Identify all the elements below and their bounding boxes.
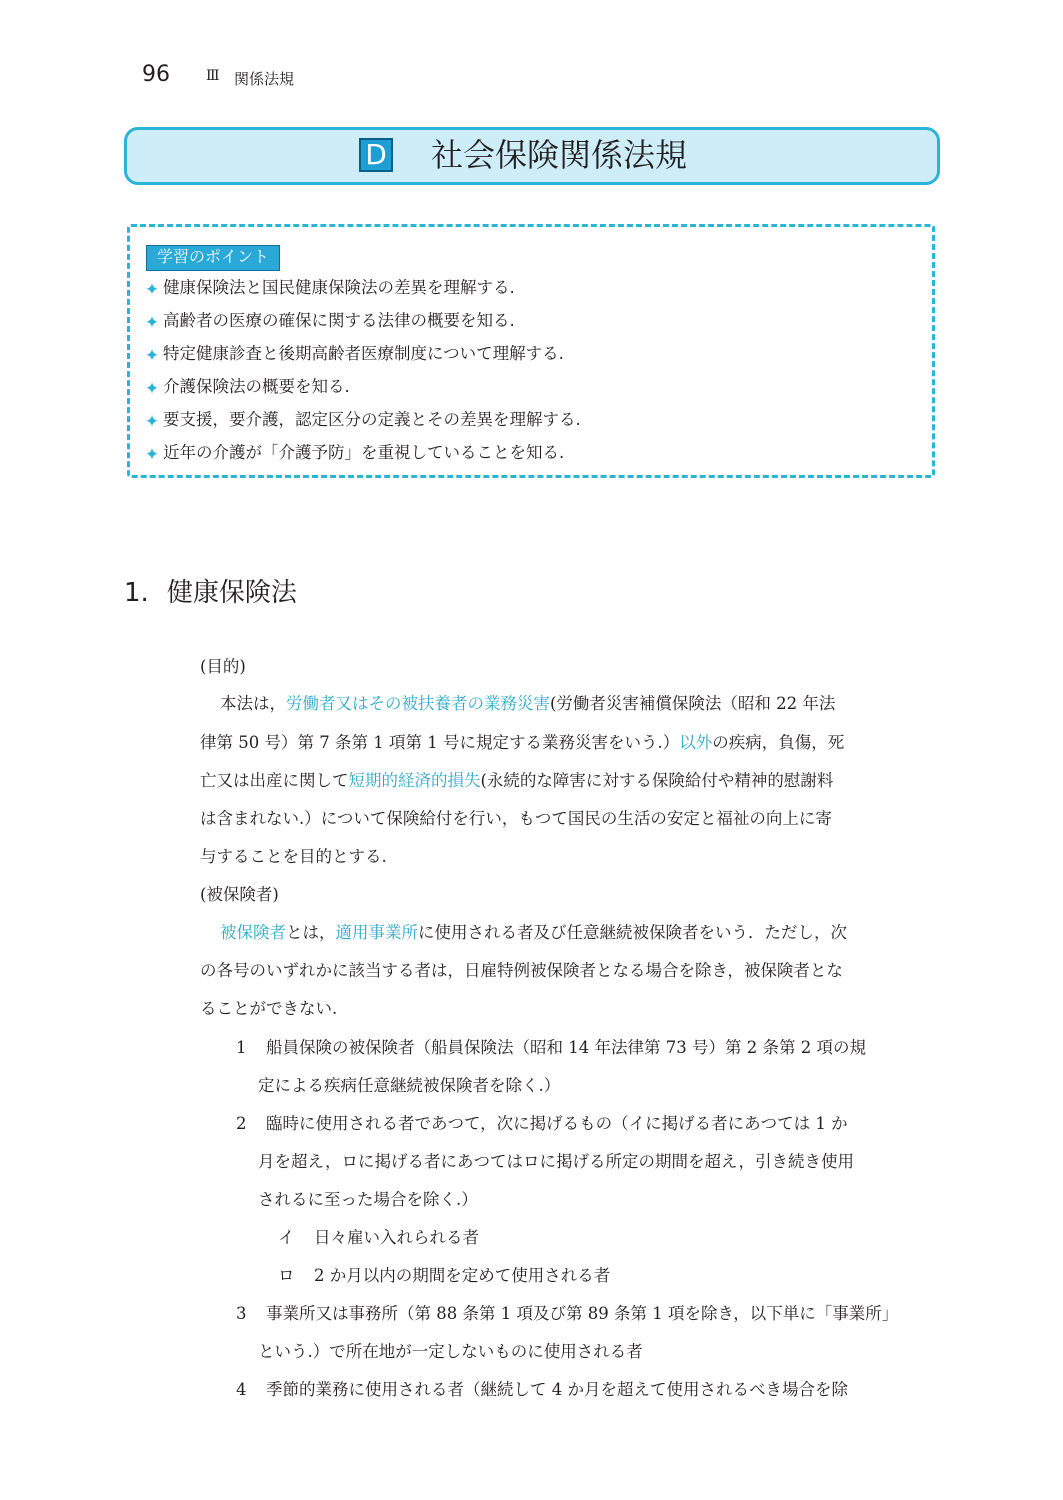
sub-item-text: 2 か月以内の期間を定めて使用される者	[314, 1266, 611, 1285]
insured-line: 被保険者とは，適用事業所に使用される者及び任意継続被保険者をいう．ただし，次	[220, 923, 847, 942]
purpose-line: 本法は，労働者又はその被扶養者の業務災害(労働者災害補償保険法（昭和 22 年法	[220, 694, 836, 713]
learning-point: ✦ 健康保険法と国民健康保険法の差異を理解する.	[144, 278, 515, 300]
learning-point: ✦ 介護保険法の概要を知る.	[144, 377, 350, 399]
learning-points-box	[127, 224, 935, 478]
key-term: 短期的経済的損失	[348, 771, 481, 790]
sub-item-marker: イ	[278, 1228, 295, 1247]
chapter-title: 関係法規	[234, 70, 295, 88]
list-item-text: 臨時に使用される者であつて，次に掲げるもの（イに掲げる者にあつては 1 か	[266, 1114, 848, 1133]
chapter-number: Ⅲ	[206, 68, 220, 84]
list-item-number: 1	[236, 1038, 247, 1057]
list-item-text: 船員保険の被保険者（船員保険法（昭和 14 年法律第 73 号）第 2 条第 2 項の規	[266, 1038, 866, 1057]
purpose-line: 亡又は出産に関して短期的経済的損失(永続的な障害に対する保険給付や精神的慰謝料	[200, 771, 834, 790]
insured-line: の各号のいずれかに該当する者は，日雇特例被保険者となる場合を除き，被保険者とな	[200, 961, 843, 980]
key-term: 被保険者	[220, 923, 286, 942]
sub-item-text: 日々雇い入れられる者	[314, 1228, 479, 1247]
purpose-line: は含まれない.）について保険給付を行い，もつて国民の生活の安定と福祉の向上に寄	[200, 809, 832, 828]
list-item-text: 月を超え，ロに掲げる者にあつてはロに掲げる所定の期間を超え，引き続き使用	[258, 1152, 854, 1171]
purpose-heading: (目的)	[200, 657, 246, 676]
purpose-line: 律第 50 号）第 7 条第 1 項第 1 号に規定する業務災害をいう.）以外の疾病，負傷，死	[200, 733, 845, 752]
key-term: 適用事業所	[335, 923, 418, 942]
list-item-number: 2	[236, 1114, 247, 1133]
list-item-text: 季節的業務に使用される者（継続して 4 か月を超えて使用されるべき場合を除	[266, 1380, 848, 1399]
key-term: 労働者又はその被扶養者の業務災害	[286, 694, 550, 713]
diamond-bullet-icon: ✦	[144, 412, 160, 432]
section-letter-badge: D	[359, 138, 393, 172]
section-heading-text: 健康保険法	[166, 578, 297, 608]
section-banner	[124, 127, 940, 185]
learning-points-list	[144, 271, 581, 469]
diamond-bullet-icon: ✦	[144, 445, 160, 465]
learning-point: ✦ 特定健康診査と後期高齢者医療制度について理解する.	[144, 344, 564, 366]
diamond-bullet-icon: ✦	[144, 280, 160, 300]
key-term: 以外	[679, 733, 713, 752]
diamond-bullet-icon: ✦	[144, 346, 160, 366]
learning-point: ✦ 要支援，要介護，認定区分の定義とその差異を理解する.	[144, 410, 581, 432]
learning-points-label: 学習のポイント	[146, 245, 280, 271]
list-item-text: されるに至った場合を除く.）	[258, 1190, 478, 1209]
diamond-bullet-icon: ✦	[144, 379, 160, 399]
section-heading	[124, 572, 297, 609]
insured-heading: (被保険者)	[200, 885, 279, 904]
list-item-text: という.）で所在地が一定しないものに使用される者	[258, 1342, 643, 1361]
section-title: 社会保険関係法規	[431, 136, 688, 174]
learning-point: ✦ 高齢者の医療の確保に関する法律の概要を知る.	[144, 311, 515, 333]
list-item-number: 4	[236, 1380, 247, 1399]
list-item-text: 定による疾病任意継続被保険者を除く.）	[258, 1076, 561, 1095]
list-item-number: 3	[236, 1304, 247, 1323]
learning-point: ✦ 近年の介護が「介護予防」を重視していることを知る.	[144, 443, 565, 465]
insured-line: ることができない.	[200, 999, 338, 1018]
section-number: 1.	[124, 578, 149, 608]
list-item-text: 事業所又は事務所（第 88 条第 1 項及び第 89 条第 1 項を除き，以下単に「事業所」	[266, 1304, 899, 1323]
purpose-line: 与することを目的とする.	[200, 847, 387, 866]
sub-item-marker: ロ	[278, 1266, 295, 1285]
diamond-bullet-icon: ✦	[144, 313, 160, 333]
page-number: 96	[142, 62, 170, 87]
